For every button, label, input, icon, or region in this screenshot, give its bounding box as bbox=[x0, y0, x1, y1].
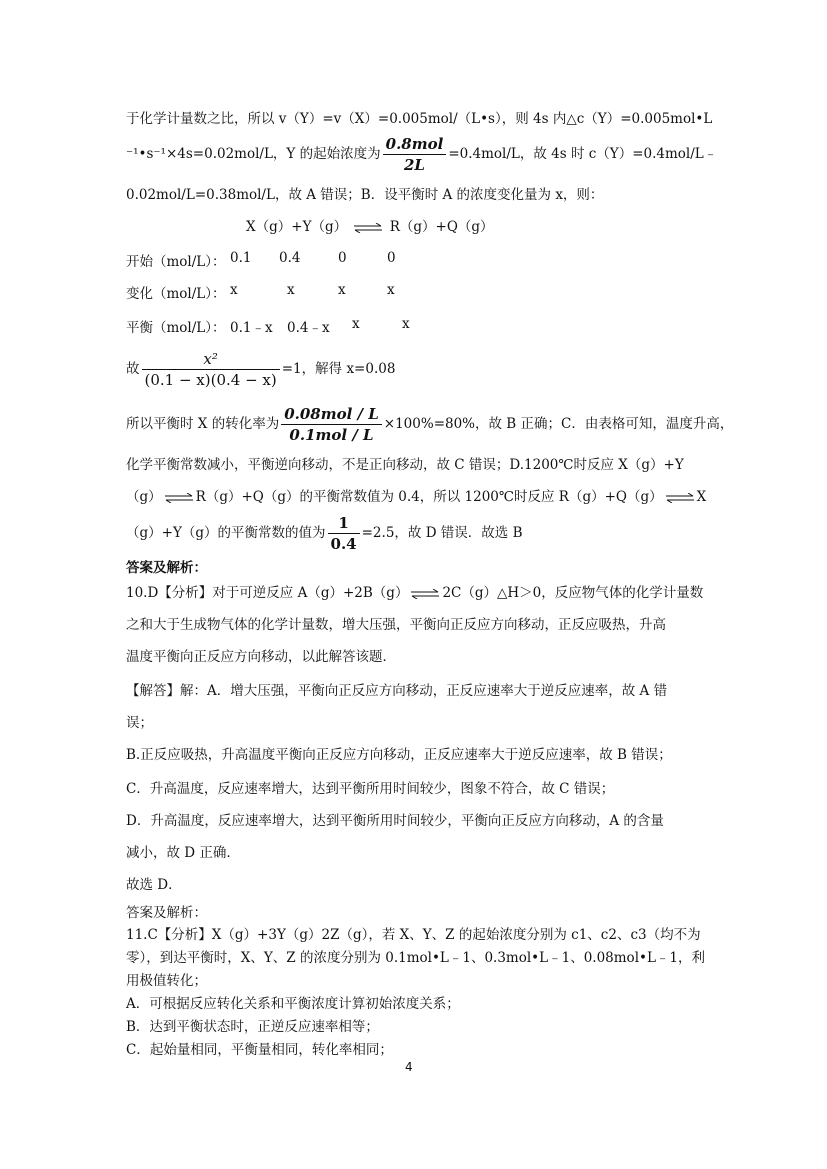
text-line: A．可根据反应转化关系和平衡浓度计算初始浓度关系； bbox=[126, 996, 460, 1012]
text-line: 于化学计量数之比，所以 v（Y）=v（X）=0.005mol/（L•s），则 4s 内△c（Y）=0.005mol•L bbox=[126, 111, 713, 127]
table-cell: x bbox=[338, 282, 346, 298]
text-line: B.正反应吸热，升高温度平衡向正反应方向移动，正反应速率大于逆反应速率，故 B 错误； bbox=[126, 747, 672, 763]
fraction-numerator: 1 bbox=[328, 513, 360, 534]
text-segment: 10.D【分析】对于可逆反应 A（g）+2B（g） bbox=[126, 585, 409, 601]
table-cell: x bbox=[230, 282, 238, 298]
table-cell: 0 bbox=[387, 250, 396, 266]
text-segment: 故 bbox=[126, 361, 140, 377]
table-cell: x bbox=[387, 282, 395, 298]
text-line: 误； bbox=[126, 715, 153, 731]
fraction-denominator: 0.4 bbox=[330, 535, 357, 553]
equilibrium-arrow-icon bbox=[353, 223, 383, 233]
table-cell: x bbox=[287, 282, 295, 298]
section-heading: 答案及解析： bbox=[126, 905, 207, 921]
fraction-numerator: 0.8mol bbox=[383, 134, 447, 155]
text-segment: ×100%=80%，故 B 正确；C．由表格可知，温度升高， bbox=[383, 416, 734, 432]
text-segment: ⁻¹•s⁻¹×4s=0.02mol/L，Y 的起始浓度为 bbox=[126, 146, 381, 162]
text-segment: =2.5，故 D 错误．故选 B bbox=[361, 525, 523, 541]
section-heading: 答案及解析： bbox=[126, 560, 207, 576]
text-line: 11.C【分析】X（g）+3Y（g）2Z（g），若 X、Y、Z 的起始浓度分别为 c1、c2、c3（均不为 bbox=[126, 927, 701, 943]
text-segment: 所以平衡时 X 的转化率为 bbox=[126, 416, 280, 432]
text-line bbox=[126, 134, 717, 175]
text-line: 0.02mol/L=0.38mol/L，故 A 错误；B．设平衡时 A 的浓度变化量为 x，则： bbox=[126, 187, 604, 203]
equilibrium-constant-line bbox=[126, 346, 395, 392]
table-cell: 0.4﹣x bbox=[287, 320, 330, 336]
fraction-numerator: 0.08mol / L bbox=[281, 404, 382, 425]
table-cell: x bbox=[402, 316, 410, 332]
table-cell: 0.4 bbox=[279, 250, 301, 266]
equilibrium-arrow-icon bbox=[665, 493, 695, 503]
table-cell: 0.1﹣x bbox=[230, 320, 273, 336]
table-cell: x bbox=[352, 316, 360, 332]
page-number: 4 bbox=[405, 1060, 413, 1074]
text-line: 用极值转化； bbox=[126, 973, 207, 989]
text-line: 故选 D． bbox=[126, 877, 182, 893]
text-line: 【解答】解：A．增大压强，平衡向正反应方向移动，正反应速率大于逆反应速率，故 A 错 bbox=[126, 683, 668, 699]
text-line bbox=[126, 402, 733, 446]
text-line: D．升高温度，反应速率增大，达到平衡所用时间较少，平衡向正反应方向移动，A 的含量 bbox=[126, 813, 664, 829]
text-line: 减小，故 D 正确． bbox=[126, 845, 240, 861]
text-line bbox=[126, 584, 703, 602]
text-line bbox=[126, 488, 706, 506]
text-segment: =1，解得 x=0.08 bbox=[281, 361, 396, 377]
table-cell: 0.1 bbox=[230, 250, 252, 266]
text-segment: （g）+Y（g）的平衡常数的值为 bbox=[126, 525, 326, 541]
equation-left: X（g）+Y（g） bbox=[246, 219, 348, 235]
equilibrium-arrow-icon bbox=[410, 589, 440, 599]
fraction bbox=[383, 134, 447, 175]
text-line: 之和大于生成物气体的化学计量数，增大压强，平衡向正反应方向移动，正反应吸热，升高 bbox=[126, 617, 666, 633]
text-segment: （g） bbox=[126, 489, 162, 505]
table-cell: 0 bbox=[338, 250, 347, 266]
row-label: 平衡（mol/L）： bbox=[126, 320, 226, 336]
reaction-equation bbox=[246, 218, 494, 236]
text-line: 温度平衡向正反应方向移动，以此解答该题． bbox=[126, 649, 396, 665]
fraction bbox=[328, 513, 360, 554]
text-line: 化学平衡常数减小，平衡逆向移动，不是正向移动，故 C 错误；D.1200℃时反应 X（g）+Y bbox=[126, 457, 684, 473]
text-line: C．升高温度，反应速率增大，达到平衡所用时间较少，图象不符合，故 C 错误； bbox=[126, 781, 615, 797]
text-segment: 2C（g）△H＞0，反应物气体的化学计量数 bbox=[442, 585, 704, 601]
row-label: 开始（mol/L）： bbox=[126, 254, 226, 270]
text-line: 零），到达平衡时，X、Y、Z 的浓度分别为 0.1mol•L﹣1、0.3mol•L﹣1、0.08mol•L﹣1，利 bbox=[126, 950, 706, 966]
text-segment: =0.4mol/L，故 4s 时 c（Y）=0.4mol/L﹣ bbox=[448, 146, 718, 162]
text-segment: X bbox=[696, 489, 707, 505]
fraction-denominator: 2L bbox=[403, 156, 425, 174]
fraction-denominator: (0.1 − x)(0.4 − x) bbox=[144, 371, 277, 389]
text-line bbox=[126, 512, 523, 554]
equilibrium-arrow-icon bbox=[164, 493, 194, 503]
fraction bbox=[142, 349, 280, 390]
fraction-numerator: x² bbox=[142, 349, 280, 370]
fraction bbox=[281, 404, 382, 445]
text-line: C．起始量相同，平衡量相同，转化率相同； bbox=[126, 1042, 393, 1058]
text-line: B．达到平衡状态时，正逆反应速率相等； bbox=[126, 1019, 379, 1035]
row-label: 变化（mol/L）： bbox=[126, 286, 226, 302]
equation-right: R（g）+Q（g） bbox=[389, 219, 494, 235]
text-segment: R（g）+Q（g）的平衡常数值为 0.4，所以 1200℃时反应 R（g）+Q（g） bbox=[195, 489, 663, 505]
fraction-denominator: 0.1mol / L bbox=[289, 426, 374, 444]
